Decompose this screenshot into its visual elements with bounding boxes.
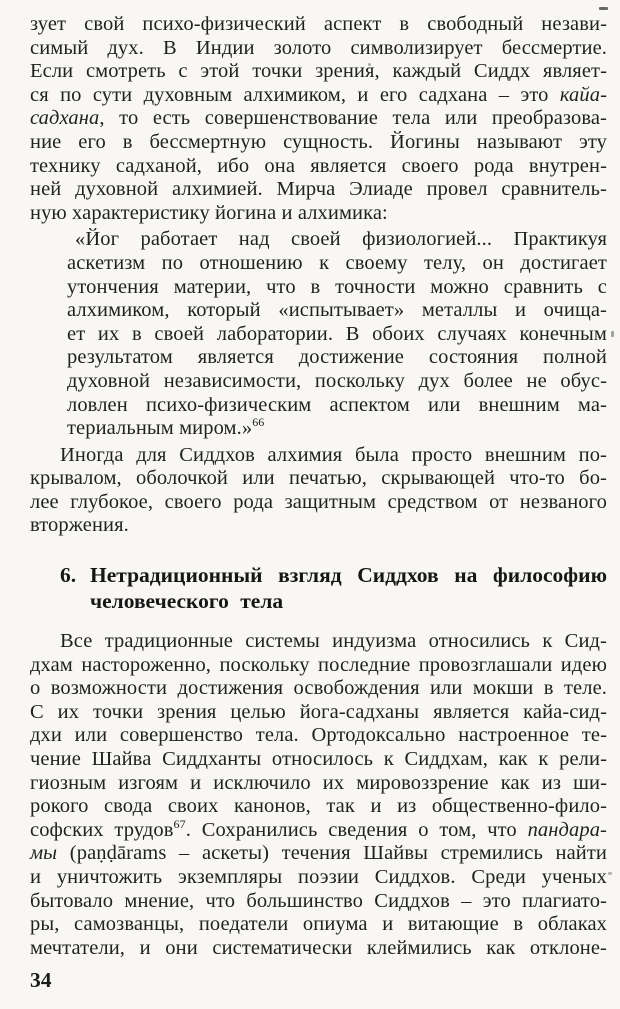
text-line: софских трудов$^{67}$. Сохранились сведения о том, что пандара- (30, 816, 607, 841)
text-line: бытовало мнение, что большинство Сиддхов – это плагиато- (30, 889, 607, 912)
text-line: лее глубокое, своего рода защитным средством от незваного (30, 490, 607, 513)
text-line: мы (paṇḍārams – аскеты) течения Шайвы стремились найти (30, 842, 607, 865)
text-line: Если смотреть с этой точки зрения, каждый Сиддх являет- (30, 60, 607, 83)
blockquote-eliade (67, 228, 607, 440)
paragraph-opening (30, 13, 607, 225)
text-line: «Йог работает над своей физиологией... Практикуя (75, 228, 607, 251)
text-line: Все традиционные системы индуизма относились к Сид- (60, 630, 607, 653)
text-line: ней духовной алхимией. Мирча Элиаде провел сравнитель- (30, 178, 607, 201)
text-line: ся по сути духовным алхимиком, и его садхана – это кайа- (30, 83, 607, 106)
scan-artifact (608, 872, 612, 875)
section-title-line-2: человеческого тела (90, 589, 284, 614)
text-line: крывалом, оболочкой или печатью, скрывающей что-то бо- (30, 467, 607, 490)
footnote-marker: 67 (173, 816, 186, 831)
text-line: и уничтожить экземпляры поэзии Сиддхов. Среди ученых (30, 866, 607, 888)
section-title (90, 562, 607, 614)
footnote-marker: 66 (252, 415, 265, 430)
text-line: садхана, то есть совершенствование тела или преобразова- (30, 107, 607, 130)
scan-artifact (368, 63, 371, 66)
text-line: Иногда для Сиддхов алхимия была просто внешним по- (60, 443, 607, 466)
text-line: ловлен психо-физическим аспектом или внешним ма- (67, 393, 607, 416)
text-line: о возможности достижения освобождения или мокши в теле. (30, 677, 607, 700)
page-number: 34 (30, 968, 52, 993)
text-line: С их точки зрения целью йога-садханы является кайа-сид- (30, 700, 607, 723)
text-line: дхи или совершенство тела. Ортодоксально настроенное те- (30, 724, 607, 747)
text-line: ры, самозванцы, поедатели опиума и витающие в облаках (30, 913, 607, 936)
paragraph-alchemy-cover (30, 444, 607, 538)
section-heading (60, 562, 607, 614)
text-line: гиозным изгоям и исключило их мировоззрение как из ши- (30, 771, 607, 794)
text-line: дхам настороженно, поскольку последние провозглашали идею (30, 653, 607, 676)
text-line: аскетизм по отношению к своему телу, он достигает (67, 251, 607, 274)
text-line: териальным миром.»$^{66}$ (67, 415, 265, 440)
section-title-line-1: Нетрадиционный взгляд Сиддхов на философию (90, 563, 607, 588)
text-line: утончения материи, что в точности можно сравнить с (67, 275, 607, 298)
paragraph-siddha-philosophy (30, 630, 607, 960)
text-line: результатом является достижение состояния полной (67, 346, 607, 369)
scan-artifact (611, 331, 614, 337)
text-line: мечтатели, и они систематически клеймились как отклоне- (30, 936, 607, 959)
text-line: симый дух. В Индии золото символизирует бессмертие. (30, 36, 607, 59)
text-line: технику садханой, ибо она является своего рода внутрен- (30, 154, 607, 177)
text-line: алхимиком, который «испытывает» металлы и очища- (67, 299, 607, 322)
text-line: вторжения. (30, 514, 129, 537)
text-line: зует свой психо-физический аспект в свободный незави- (30, 13, 607, 35)
text-line: рокого свода своих канонов, так и из общественно-фило- (30, 795, 607, 818)
scan-artifact (599, 7, 608, 10)
section-number: 6. (60, 563, 77, 588)
text-line: ную характеристику йогина и алхимика: (30, 201, 388, 224)
text-line: духовной независимости, поскольку дух более не обус- (67, 369, 607, 392)
text-line: чение Шайва Сиддханты относилось к Сиддхам, как к рели- (30, 748, 607, 771)
text-line: ет их в своей лаборатории. В обоих случаях конечным (67, 322, 607, 345)
text-line: ние его в бессмертную сущность. Йогины называют эту (30, 130, 607, 153)
